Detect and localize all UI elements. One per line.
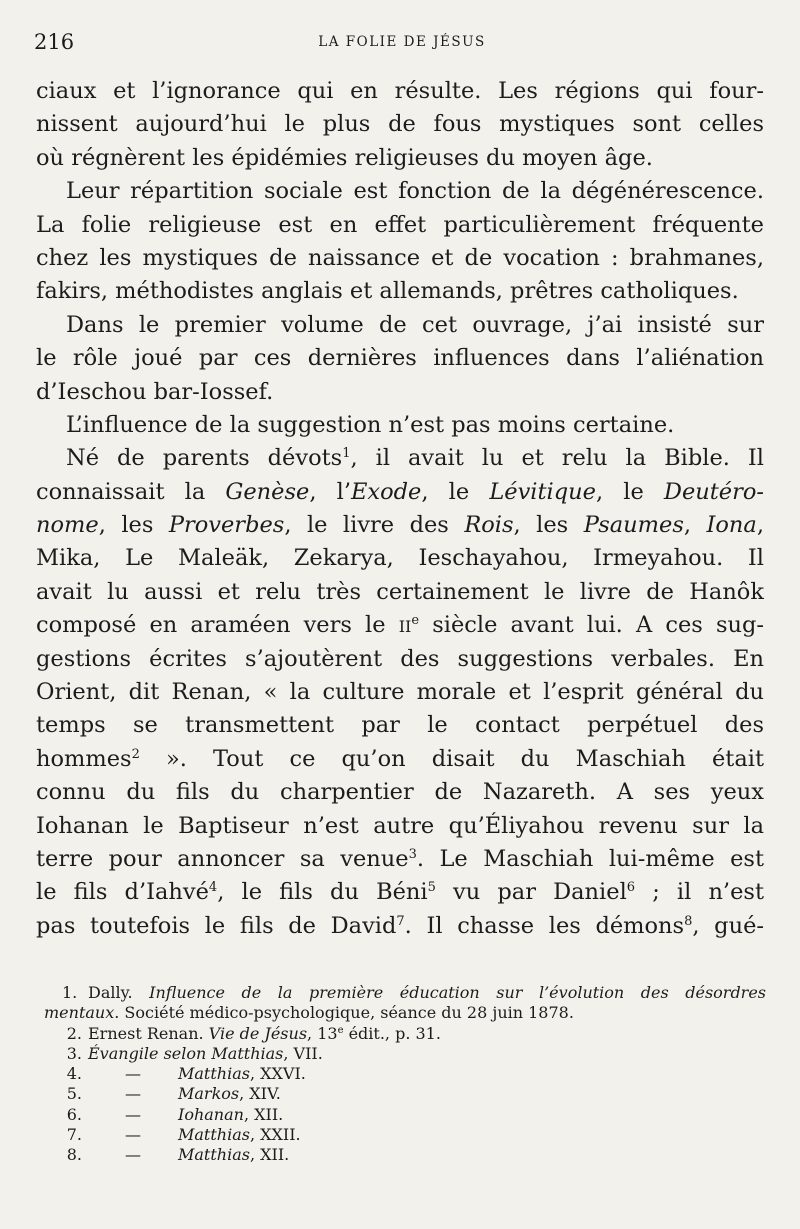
footnote-number: 7.	[66, 1125, 82, 1145]
text-line: le rôle joué par ces dernières influences dans l’aliénation	[36, 345, 764, 372]
footnotes	[44, 983, 766, 1166]
footnote-text: , VII.	[283, 1043, 323, 1063]
roman-century: II	[398, 617, 412, 637]
text-run: composé en araméen vers le	[36, 612, 399, 639]
text-run: le fils d’Iahvé	[36, 879, 209, 906]
text-line: Orient, dit Renan, « la culture morale et l’esprit général du	[36, 679, 764, 706]
ditto-dash: —	[125, 1084, 141, 1104]
book-title: Rois	[464, 512, 514, 539]
footnote-text: , XII.	[249, 1145, 290, 1165]
text-run: connaissait la	[36, 478, 226, 505]
text-line	[36, 743, 764, 776]
footnote-7	[44, 1125, 766, 1145]
text-run: , le fils du Béni	[217, 879, 428, 906]
work-title: mentaux	[44, 1003, 115, 1023]
ditto-dash: —	[125, 1125, 141, 1145]
text-line: gestions écrites s’ajoutèrent des suggestions verbales. En	[36, 645, 764, 672]
text-run: , il avait lu et relu la Bible. Il	[350, 445, 764, 472]
text-line: temps se transmettent par le contact perpétuel des	[36, 712, 764, 739]
text-line: Iohanan le Baptiseur n’est autre qu’Éliyahou revenu sur la	[36, 812, 764, 839]
running-title: LA FOLIE DE JÉSUS	[318, 34, 486, 50]
text-line	[36, 843, 764, 876]
footnote-8	[44, 1145, 766, 1165]
text-line	[36, 609, 764, 642]
book-title: Deutéro-	[663, 478, 764, 505]
footnote-ref: 7	[396, 913, 405, 929]
footnote-ref: 4	[208, 880, 218, 896]
book-title: Iona	[706, 512, 757, 539]
footnote-number: 1.	[62, 983, 78, 1002]
text-line: Mika, Le Maleäk, Zekarya, Ieschayahou, Irmeyahou. Il	[36, 545, 764, 572]
ditto-dash: —	[125, 1064, 141, 1084]
footnote-ref: 1	[342, 446, 351, 462]
ordinal-suffix: e	[337, 1024, 344, 1036]
footnote-text: , XIV.	[239, 1084, 281, 1104]
text-run: , les	[98, 512, 169, 539]
footnote-ref: 2	[131, 746, 140, 762]
text-run: pas toutefois le fils de David	[36, 912, 397, 939]
text-run: . Le Maschiah lui-même est	[416, 845, 764, 872]
text-run: , l’	[309, 478, 351, 505]
footnote-text: édit., p. 31.	[343, 1023, 441, 1043]
book-title: Genèse	[225, 478, 310, 505]
work-title: Évangile selon Matthias	[88, 1043, 284, 1063]
footnote-text: Ernest Renan.	[88, 1023, 209, 1043]
text-line: Leur répartition sociale est fonction de la dégénérescence.	[66, 178, 764, 205]
text-line	[36, 509, 764, 542]
book-title: Proverbes	[168, 512, 285, 539]
text-line: nissent aujourd’hui le plus de fous mystiques sont celles	[36, 111, 764, 138]
text-run: , le livre des	[284, 512, 465, 539]
footnote-number: 8.	[66, 1145, 82, 1165]
work-title: Matthias	[178, 1064, 250, 1084]
footnote-number: 2.	[66, 1023, 82, 1043]
text-run: Né de parents dévots	[66, 445, 343, 472]
work-title: Vie de Jésus	[208, 1023, 308, 1043]
text-line: fakirs, méthodistes anglais et allemands, prêtres catholiques.	[36, 278, 739, 305]
footnote-5	[44, 1084, 766, 1104]
text-line	[36, 476, 764, 509]
footnote-ref: 8	[684, 913, 693, 929]
footnote-text: , XII.	[243, 1104, 284, 1124]
work-title: Matthias	[178, 1125, 250, 1145]
text-run: terre pour annoncer sa venue	[36, 845, 409, 872]
text-run: hommes	[36, 745, 132, 772]
text-line	[36, 876, 764, 909]
footnote-ref: 6	[626, 880, 636, 896]
work-title: Markos	[178, 1084, 240, 1104]
text-run: vu par Daniel	[435, 879, 627, 906]
text-line: connu du fils du charpentier de Nazareth. A ses yeux	[36, 779, 764, 806]
text-line: d’Ieschou bar-Iossef.	[36, 378, 274, 405]
footnote-text: Dally.	[88, 983, 150, 1002]
text-line: chez les mystiques de naissance et de vocation : brahmanes,	[36, 244, 764, 271]
footnote-number: 4.	[66, 1064, 82, 1084]
work-title: Influence de la première éducation sur l’évolution des désordres	[149, 983, 766, 1002]
text-line: La folie religieuse est en effet particulièrement fréquente	[36, 211, 764, 238]
footnote-number: 6.	[66, 1104, 82, 1124]
footnote-2	[44, 1024, 766, 1044]
text-run: , gué-	[692, 912, 764, 939]
page-number: 216	[34, 30, 75, 54]
text-line: Dans le premier volume de cet ouvrage, j’ai insisté sur	[66, 311, 764, 338]
text-line	[36, 442, 764, 475]
text-run: siècle avant lui. A ces sug-	[419, 612, 764, 639]
book-title: nome	[36, 512, 99, 539]
text-line: ciaux et l’ignorance qui en résulte. Les régions qui four-	[36, 78, 764, 104]
body-text	[36, 75, 764, 943]
footnote-ref: 3	[408, 846, 417, 862]
footnote-text: . Société médico-psychologique, séance du 28 juin 1878.	[114, 1003, 574, 1023]
footnote-1-continued	[44, 1003, 766, 1023]
ditto-dash: —	[125, 1145, 141, 1165]
ditto-dash: —	[125, 1104, 141, 1124]
footnote-text: , XXII.	[249, 1125, 301, 1145]
book-title: Exode	[350, 478, 422, 505]
footnote-text: , XXVI.	[249, 1064, 306, 1084]
page-header	[34, 30, 770, 58]
footnote-text: , 13	[307, 1023, 338, 1043]
footnote-number: 5.	[66, 1084, 82, 1104]
footnote-4	[44, 1064, 766, 1084]
footnote-ref: 5	[427, 880, 436, 896]
work-title: Matthias	[178, 1145, 250, 1165]
text-run: ,	[756, 512, 764, 539]
text-run: , le	[595, 478, 664, 505]
text-line: avait lu aussi et relu très certainement le livre de Hanôk	[36, 578, 764, 605]
ordinal-suffix: e	[411, 613, 420, 629]
footnote-1	[44, 983, 766, 1003]
text-line: où régnèrent les épidémies religieuses du moyen âge.	[36, 144, 653, 171]
book-title: Lévitique	[489, 478, 596, 505]
text-run: ; il n’est	[635, 879, 764, 906]
footnote-number: 3.	[66, 1043, 82, 1063]
text-run: ». Tout ce qu’on disait du Maschiah était	[139, 745, 764, 772]
text-run: ,	[683, 512, 707, 539]
text-run: . Il chasse les démons	[404, 912, 685, 939]
book-title: Psaumes	[583, 512, 684, 539]
text-line: L’influence de la suggestion n’est pas moins certaine.	[66, 411, 675, 438]
footnote-6	[44, 1105, 766, 1125]
work-title: Iohanan	[178, 1104, 244, 1124]
text-run: , le	[421, 478, 490, 505]
text-run: , les	[513, 512, 584, 539]
footnote-3	[44, 1044, 766, 1064]
text-line	[36, 910, 764, 943]
